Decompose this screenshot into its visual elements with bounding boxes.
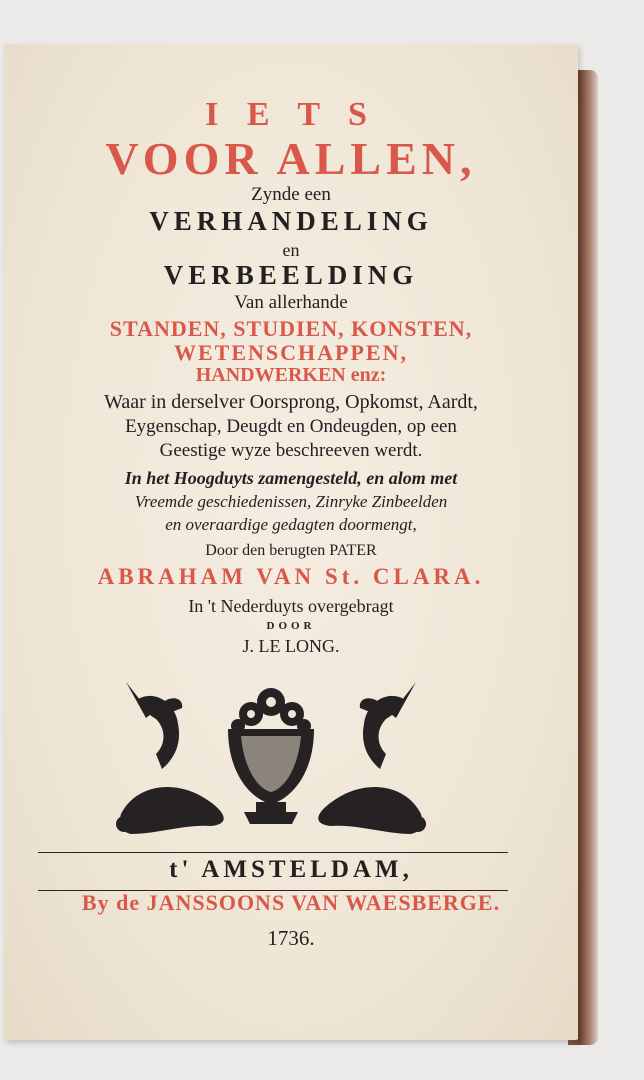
title-line-nederduyts: In 't Nederduyts overgebragt (188, 596, 394, 616)
printers-ornament-icon (116, 674, 426, 844)
title-line-author: ABRAHAM VAN St. CLARA. (97, 564, 485, 589)
title-page (4, 44, 578, 1040)
title-line-verbeelding: VERBEELDING (163, 260, 419, 290)
title-line-hoogduyts: In het Hoogduyts zamengesteld, en alom met (124, 468, 458, 488)
title-line-voor-allen: VOOR ALLEN, (105, 133, 477, 184)
title-line-zynde-een: Zynde een (251, 184, 331, 205)
title-line-en: en (282, 240, 300, 260)
imprint-year: 1736. (267, 926, 315, 950)
title-line-vreemde: Vreemde geschiedenissen, Zinryke Zinbeelden (134, 492, 448, 511)
title-line-waar-in: Waar in derselver Oorsprong, Opkomst, Aardt, (104, 391, 478, 413)
title-line-wetenschappen: WETENSCHAPPEN, (174, 340, 408, 365)
title-line-verhandeling: VERHANDELING (149, 206, 433, 236)
title-line-handwerken: HANDWERKEN enz: (195, 364, 387, 386)
title-line-van-allerhande: Van allerhande (234, 292, 348, 313)
title-line-eygenschap: Eygenschap, Deugdt en Ondeugden, op een (125, 416, 457, 437)
imprint-publisher: By de JANSSOONS VAN WAESBERGE. (81, 890, 501, 915)
title-line-geestige: Geestige wyze beschreeven werdt. (159, 440, 423, 461)
title-line-overaardige: en overaardige gedagten doormengt, (165, 515, 417, 534)
title-line-translator: J. LE LONG. (242, 636, 340, 656)
imprint-rule-top (38, 852, 508, 853)
title-line-door: DOOR (266, 620, 316, 632)
title-line-standen: STANDEN, STUDIEN, KONSTEN, (109, 316, 473, 341)
title-line-iets: I E T S (205, 96, 377, 133)
title-line-door-den: Door den berugten PATER (205, 542, 377, 559)
imprint-place: t' AMSTELDAM, (169, 856, 413, 883)
